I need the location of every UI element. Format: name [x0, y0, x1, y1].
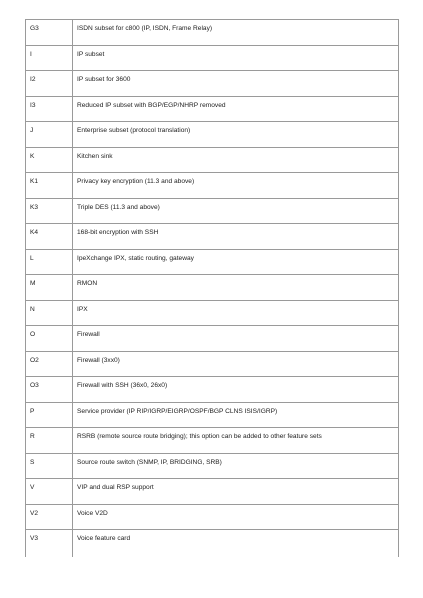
feature-code-cell: V — [26, 479, 73, 505]
table-row — [26, 326, 399, 352]
feature-description-cell: Source route switch (SNMP, IP, BRIDGING, SRB) — [73, 453, 399, 479]
feature-code-cell: K — [26, 147, 73, 173]
table-row — [26, 453, 399, 479]
feature-code-cell: K1 — [26, 173, 73, 199]
table-row — [26, 173, 399, 199]
feature-code-cell: O3 — [26, 377, 73, 403]
feature-description-cell: Firewall — [73, 326, 399, 352]
feature-description-cell: ISDN subset for c800 (IP, ISDN, Frame Relay) — [73, 20, 399, 46]
feature-code-cell: N — [26, 300, 73, 326]
table-row — [26, 428, 399, 454]
feature-set-table-body — [26, 20, 399, 557]
feature-code-cell: G3 — [26, 20, 73, 46]
feature-code-cell: K4 — [26, 224, 73, 250]
feature-code-cell: V2 — [26, 504, 73, 530]
feature-code-cell: I — [26, 45, 73, 71]
feature-code-cell: I2 — [26, 71, 73, 97]
feature-code-cell: J — [26, 122, 73, 148]
table-row — [26, 45, 399, 71]
table-row — [26, 402, 399, 428]
table-row — [26, 147, 399, 173]
feature-description-cell: Reduced IP subset with BGP/EGP/NHRP removed — [73, 96, 399, 122]
table-row — [26, 71, 399, 97]
table-row — [26, 96, 399, 122]
table-row — [26, 275, 399, 301]
feature-description-cell: RMON — [73, 275, 399, 301]
feature-description-cell: Firewall with SSH (36x0, 26x0) — [73, 377, 399, 403]
feature-description-cell: Firewall (3xx0) — [73, 351, 399, 377]
feature-code-cell: M — [26, 275, 73, 301]
feature-description-cell: VIP and dual RSP support — [73, 479, 399, 505]
feature-code-cell: K3 — [26, 198, 73, 224]
feature-code-cell: I3 — [26, 96, 73, 122]
feature-description-cell: Kitchen sink — [73, 147, 399, 173]
feature-description-cell: Service provider (IP RIP/IGRP/EIGRP/OSPF/BGP CLNS ISIS/IGRP) — [73, 402, 399, 428]
feature-description-cell: Privacy key encryption (11.3 and above) — [73, 173, 399, 199]
table-row — [26, 377, 399, 403]
table-row — [26, 530, 399, 557]
table-row — [26, 300, 399, 326]
feature-code-cell: L — [26, 249, 73, 275]
feature-code-cell: O2 — [26, 351, 73, 377]
table-row — [26, 351, 399, 377]
feature-description-cell: IP subset — [73, 45, 399, 71]
feature-description-cell: RSRB (remote source route bridging); this option can be added to other feature sets — [73, 428, 399, 454]
feature-code-cell: S — [26, 453, 73, 479]
feature-description-cell: Triple DES (11.3 and above) — [73, 198, 399, 224]
feature-set-table — [25, 19, 399, 557]
table-row — [26, 20, 399, 46]
feature-description-cell: IP subset for 3600 — [73, 71, 399, 97]
feature-code-cell: O — [26, 326, 73, 352]
table-row — [26, 224, 399, 250]
feature-description-cell: IpeXchange IPX, static routing, gateway — [73, 249, 399, 275]
feature-code-cell: R — [26, 428, 73, 454]
feature-description-cell: Voice feature card — [73, 530, 399, 557]
table-row — [26, 479, 399, 505]
feature-description-cell: 168-bit encryption with SSH — [73, 224, 399, 250]
feature-code-cell: V3 — [26, 530, 73, 557]
table-row — [26, 249, 399, 275]
feature-description-cell: Enterprise subset (protocol translation) — [73, 122, 399, 148]
table-row — [26, 198, 399, 224]
table-row — [26, 504, 399, 530]
table-row — [26, 122, 399, 148]
feature-description-cell: Voice V2D — [73, 504, 399, 530]
feature-description-cell: IPX — [73, 300, 399, 326]
feature-code-cell: P — [26, 402, 73, 428]
